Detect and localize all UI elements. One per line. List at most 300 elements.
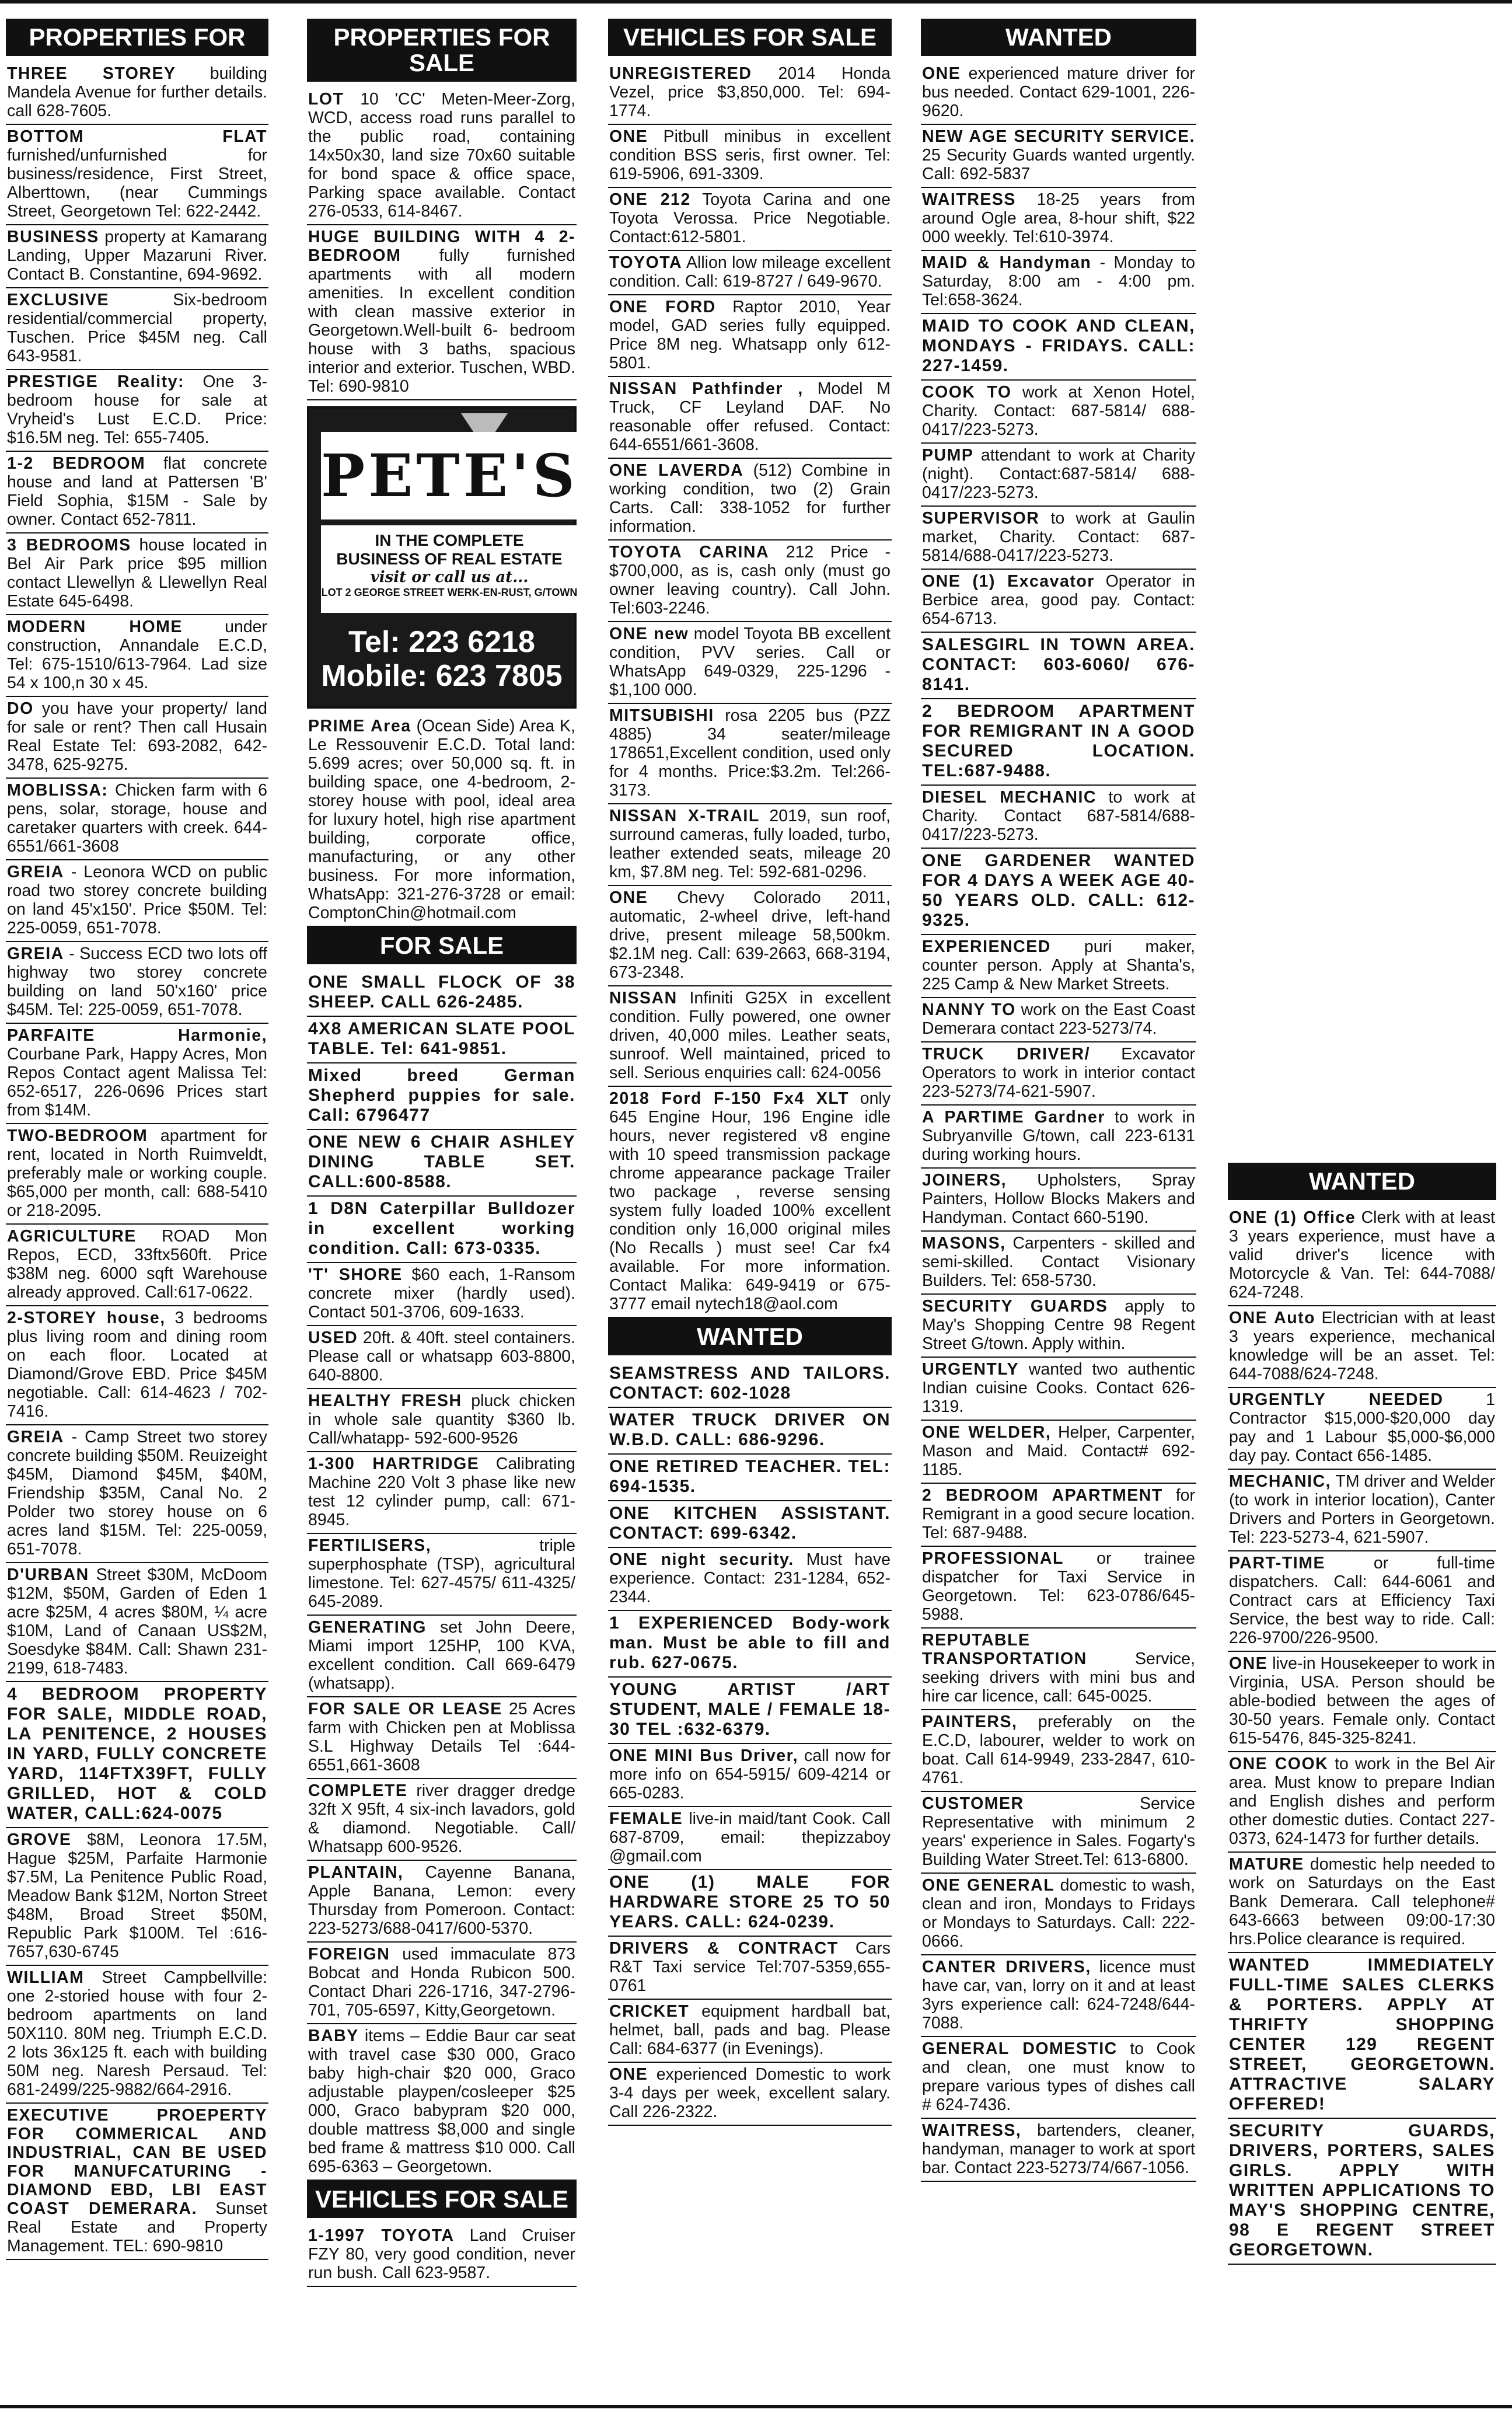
ad-lead: 2 BEDROOM APARTMENT	[922, 1486, 1163, 1505]
ad-text: furnished/unfurnished for business/residence, First Street, Alberttown, (near Cummings Street, Georgetown Tel: 622-2442.	[7, 146, 267, 221]
ad-lead: 2 BEDROOM APARTMENT FOR REMIGRANT IN A GOOD SECURED LOCATION. TEL:687-9488.	[922, 702, 1195, 780]
ad-lead: MODERN HOME	[7, 618, 183, 636]
ad-lead: PUMP	[922, 446, 974, 465]
classified-ad	[608, 188, 892, 251]
ad-text: Chicken farm with 6 pens, solar, storage, house and caretaker quarters with creek. 644-6551/661-3608	[7, 781, 267, 856]
logo-address: LOT 2 GEORGE STREET WERK-EN-RUST, G/TOWN	[321, 587, 578, 598]
ad-lead: ONE NEW 6 CHAIR ASHLEY DINING TABLE SET. CALL:600-8588.	[308, 1132, 575, 1191]
classified-ad	[6, 1306, 268, 1425]
ad-lead: HEALTHY FRESH	[308, 1392, 462, 1410]
ad-lead: 4X8 AMERICAN SLATE POOL TABLE. Tel: 641-9851.	[308, 1019, 575, 1058]
ad-text: or full-time dispatchers. Call: 644-6061 and Contract cars at Efficiency Taxi Service, the best way to ride. Call: 226-9700/226-9500.	[1229, 1554, 1495, 1647]
ad-lead: BOTTOM FLAT	[7, 127, 267, 146]
ad-lead: FOR SALE OR LEASE	[308, 1700, 502, 1718]
classified-ad	[608, 1870, 892, 1937]
ad-text: preferably on the E.C.D, labourer, welder to work on boat. Call 614-9949, 233-2847, 610-4761.	[922, 1713, 1195, 1787]
ad-text: apartment for rent, located in North Ruimveldt, preferably male or working couple. $65,000 per month, call: 688-5410 or 218-2095.	[7, 1127, 267, 1220]
ad-lead: CANTER DRIVERS,	[922, 1958, 1091, 1976]
ad-lead: EXECUTIVE PROEPERTY FOR COMMERICAL AND INDUSTRIAL, CAN BE USED FOR MANUFCATURING - DIAMOND EBD, LBI EAST COAST DEMERARA.	[7, 2106, 267, 2218]
ad-text: 2014 Honda Vezel, price $3,850,000. Tel: 694-1774.	[609, 64, 891, 120]
ad-lead: AGRICULTURE	[7, 1227, 137, 1246]
classified-ad	[608, 1807, 892, 1870]
ad-lead: ONE	[922, 64, 961, 83]
classified-ad	[307, 1616, 577, 1697]
ad-text: Calibrating Machine 220 Volt 3 phase like new test 12 cylinder pump, call: 671-8945.	[308, 1455, 575, 1529]
classified-ad	[307, 1263, 577, 1326]
classified-ad	[608, 1408, 892, 1455]
ad-lead: ONE COOK	[1229, 1755, 1329, 1773]
classified-ad	[921, 786, 1196, 849]
classified-ad	[608, 622, 892, 704]
ad-text: ROAD Mon Repos, ECD, 33ftx560ft. Price $38M neg. 6000 sqft Warehouse already approved. Call:617-0622.	[7, 1227, 267, 1302]
ad-lead: ONE MINI Bus Driver,	[609, 1746, 799, 1765]
ad-text: items – Eddie Baur car seat with travel case $30 000, Graco baby high-chair $20 000, Graco adjustable playpen/cosleeper $25 000, Graco babypram $20 000, double mattress $8,000 and single bed frame & mattress $10 000. Call 695-6363 – Georgetown.	[308, 2027, 575, 2176]
ad-lead: SEAMSTRESS AND TAILORS. CONTACT: 602-1028	[609, 1364, 891, 1403]
ad-text: domestic to wash, clean and iron, Mondays to Fridays or Mondays to Saturdays. Call: 222-0666.	[922, 1876, 1195, 1951]
classified-ad	[307, 225, 577, 400]
ad-lead: ONE RETIRED TEACHER. TEL: 694-1535.	[609, 1457, 891, 1496]
ad-text: property at Kamarang Landing, Upper Mazaruni River. Contact B. Constantine, 694-9692.	[7, 228, 267, 284]
ad-text: Cars R&T Taxi service Tel:707-5359,655-0761	[609, 1939, 891, 1995]
ad-lead: MITSUBISHI	[609, 706, 714, 725]
column-properties	[6, 19, 268, 2260]
ad-lead: COOK TO	[922, 383, 1012, 402]
classified-ad	[6, 452, 268, 533]
ad-lead: PART-TIME	[1229, 1554, 1325, 1572]
section-header: VEHICLES FOR SALE	[608, 19, 892, 56]
classified-ad	[6, 1425, 268, 1563]
classified-ad	[307, 1534, 577, 1616]
classified-ad	[307, 1389, 577, 1452]
classified-ad	[608, 1361, 892, 1408]
classified-ad	[921, 1358, 1196, 1421]
ad-lead: WAITRESS,	[922, 2121, 1022, 2140]
ad-text: Service Representative with minimum 2 years' experience in Sales. Fogarty's Building Water Street.Tel: 613-6800.	[922, 1794, 1195, 1869]
ad-lead: ONE	[609, 888, 648, 907]
classified-ad	[921, 188, 1196, 251]
ad-text: Chevy Colorado 2011, automatic, 2-wheel drive, left-hand drive, present mileage 58,500km. $2.1M neg. Call: 639-2663, 668-3194, 673-2348.	[609, 888, 891, 982]
ad-text: 25 Security Guards wanted urgently. Call: 692-5837	[922, 146, 1195, 183]
ad-lead: TWO-BEDROOM	[7, 1127, 148, 1145]
classified-ad	[1228, 1388, 1496, 1470]
classified-ad	[921, 2037, 1196, 2119]
classified-ad	[6, 779, 268, 860]
column-vehicles	[608, 19, 892, 2126]
petes-real-estate-logo	[307, 406, 577, 709]
ad-lead: LOT	[308, 90, 344, 109]
ad-lead: TOYOTA CARINA	[609, 543, 770, 562]
classified-ad	[608, 986, 892, 1087]
ad-text: under construction, Annandale E.C.D, Tel: 675-1510/613-7964. Lad size 54 x 100,n 30 x 45.	[7, 618, 267, 692]
ad-text: live-in Housekeeper to work in Virginia, USA. Person should be able-bodied between the ages of 30-50 years. Female only. Contact 615-5476, 845-325-8241.	[1229, 1654, 1495, 1748]
ad-text: for Remigrant in a good secure location. Tel: 687-9488.	[922, 1486, 1195, 1542]
ad-lead: HUGE BUILDING WITH 4 2- BEDROOM	[308, 228, 575, 265]
ad-lead: SECURITY GUARDS	[922, 1297, 1108, 1316]
classified-ad	[608, 377, 892, 459]
classified-ad	[921, 1792, 1196, 1874]
classified-ad	[307, 1943, 577, 2024]
ad-lead: ONE night security.	[609, 1550, 794, 1569]
classified-ad	[921, 507, 1196, 570]
ad-lead: COMPLETE	[308, 1781, 408, 1800]
ad-lead: WANTED IMMEDIATELY FULL-TIME SALES CLERKS & PORTERS. APPLY AT THRIFTY SHOPPING CENTER 129 REGENT STREET, GEORGETOWN. ATTRACTIVE SALARY OFFERED!	[1229, 1955, 1495, 2114]
ad-lead: FERTILISERS,	[308, 1536, 432, 1555]
ad-lead: GENERATING	[308, 1618, 427, 1637]
ad-lead: FOREIGN	[308, 1945, 390, 1964]
ad-lead: PLANTAIN,	[308, 1863, 404, 1882]
ad-lead: ONE LAVERDA	[609, 461, 744, 480]
classified-ad	[6, 533, 268, 615]
classified-ad	[1228, 1206, 1496, 1306]
section-header: PROPERTIES FOR SALE	[307, 19, 577, 82]
ad-lead: GROVE	[7, 1830, 72, 1849]
ad-lead: DRIVERS & CONTRACT	[609, 1939, 839, 1958]
ad-text: $8M, Leonora 17.5M, Hague $25M, Parfaite Harmonie $7.5M, La Penitence Public Road, Meadow Bank $12M, Norton Street $48M, Broad Street $50M, Republic Park $100M. Tel :616-7657,630-6745	[7, 1830, 267, 1961]
ad-text: domestic help needed to work on Saturdays on the East Bank Demerara. Call telephone# 643-6663 between 09:00-17:30 hrs.Police clearance is required.	[1229, 1855, 1495, 1948]
ad-lead: ONE (1) Office	[1229, 1208, 1356, 1227]
classified-ad	[608, 1087, 892, 1318]
ad-text: used immaculate 873 Bobcat and Honda Rubicon 500. Contact Dhari 226-1716, 347-2796-701, 705-6597, Kitty,Georgetown.	[308, 1945, 575, 2020]
classified-ad	[921, 251, 1196, 314]
ad-text: to Cook and clean, one must know to prepare various types of dishes call # 624-7436.	[922, 2039, 1195, 2114]
classified-ad	[6, 1225, 268, 1306]
classified-ad	[1228, 2119, 1496, 2265]
classified-ad	[608, 295, 892, 377]
ad-lead: 4 BEDROOM PROPERTY FOR SALE, MIDDLE ROAD, LA PENITENCE, 2 HOUSES IN YARD, FULLY CONCRETE YARD, 114FTX39FT, FULLY GRILLED, HOT & COLD WATER, CALL:624-0075	[7, 1685, 267, 1823]
ad-text: Land Cruiser FZY 80, very good condition, never run bush. Call 623-9587.	[308, 2226, 575, 2282]
logo-panel	[321, 525, 578, 613]
ad-text: pluck chicken in whole sale quantity $360 lb. Call/whatapp- 592-600-9526	[308, 1392, 575, 1448]
classified-ad	[921, 381, 1196, 444]
ad-text: only 645 Engine Hour, 196 Engine idle hours, never registered v8 engine with 10 speed transmission package chrome appearance package Trailer two package , reverse sensing system fully loaded 100% excellent condition only 16,000 original miles (No Recalls ) must see! Car fx4 available. For more information. Contact Malika: 649-9419 or 675-3777 email nytech18@aol.com	[609, 1089, 891, 1313]
ad-text: 10 'CC' Meten-Meer-Zorg, WCD, access road runs parallel to the public road, containing 14x50x30, land size 70x60 suitable for bond space & office space, Parking space available. Contact 276-0533, 614-8467.	[308, 90, 575, 221]
section-header: VEHICLES FOR SALE	[307, 2181, 577, 2218]
ad-text: Street $30M, McDoom $12M, $50M, Garden of Eden 1 acre $25M, 4 acres $80M, ¼ acre $10M, Land of Canaan US$2M, Soesdyke $84M. Call: Shawn 231-2199, 618-7483.	[7, 1565, 267, 1678]
classified-ad	[307, 1197, 577, 1263]
ad-lead: PAINTERS,	[922, 1713, 1018, 1731]
ad-lead: ONE (1) MALE FOR HARDWARE STORE 25 TO 50 YEARS. CALL: 624-0239.	[609, 1872, 891, 1931]
ad-text: set John Deere, Miami import 125HP, 100 KVA, excellent condition. Call 669-6479 (whatsapp).	[308, 1618, 575, 1693]
ad-text: 212 Price - $700,000, as is, cash only (must go owner leaving country). Call John. Tel:603-2246.	[609, 543, 891, 618]
logo-mark: PETE'S	[321, 432, 578, 519]
ad-text: Carpenters - skilled and semi-skilled. Contact Visionary Builders. Tel: 658-5730.	[922, 1234, 1195, 1290]
ad-lead: URGENTLY	[922, 1360, 1019, 1379]
ad-lead: MASONS,	[922, 1234, 1006, 1253]
classified-ad	[307, 1326, 577, 1389]
ad-lead: FEMALE	[609, 1809, 683, 1828]
ad-lead: MAID & Handyman	[922, 253, 1092, 272]
classified-ad	[6, 1563, 268, 1682]
ad-text: equipment hardball bat, helmet, ball, pads and bag. Please Call: 684-6377 (in Evenings).	[609, 2002, 891, 2058]
ad-text: triple superphosphate (TSP), agricultural limestone. Tel: 627-4575/ 611-4325/ 645-2089.	[308, 1536, 575, 1611]
ad-lead: WILLIAM	[7, 1968, 85, 1987]
classified-ad	[921, 1042, 1196, 1106]
ad-lead: NISSAN	[609, 989, 678, 1007]
classified-ad	[608, 2063, 892, 2126]
ad-text: Cayenne Banana, Apple Banana, Lemon: every Thursday from Pomeroon. Contact: 223-5273/688-0417/600-5370.	[308, 1863, 575, 1938]
logo-mobile: Mobile: 623 7805	[321, 659, 563, 693]
ad-text: - Monday to Saturday, 8:00 am - 4:00 pm. Tel:658-3624.	[922, 253, 1196, 309]
ad-text: to work at Gaulin market, Charity. Contact: 687-5814/688-0417/223-5273.	[922, 509, 1195, 565]
ad-lead: Mixed breed German Shepherd puppies for sale. Call: 6796477	[308, 1066, 575, 1125]
classified-ad	[6, 1828, 268, 1966]
ad-text: work at Xenon Hotel, Charity. Contact: 687-5814/ 688-0417/223-5273.	[922, 383, 1196, 439]
ad-lead: NEW AGE SECURITY SERVICE.	[922, 127, 1195, 146]
ad-lead: ONE (1) Excavator	[922, 572, 1095, 591]
ad-lead: ONE 212	[609, 190, 691, 209]
ad-text: Upholsters, Spray Painters, Hollow Blocks Makers and Handyman. Contact 660-5190.	[922, 1171, 1195, 1227]
column-properties-for-sale	[307, 19, 577, 2287]
ad-text: wanted two authentic Indian cuisine Cooks. Contact 626-1319.	[922, 1360, 1195, 1416]
ad-text: - Camp Street two storey concrete building $50M. Reuizeight $45M, Diamond $45M, $40M, Friendship $35M, Canal No. 2 Polder two storey house on 6 acres land $15M. Tel: 225-0059, 651-7078.	[7, 1428, 267, 1558]
ad-lead: SALESGIRL IN TOWN AREA. CONTACT: 603-6060/ 676-8141.	[922, 635, 1195, 694]
ad-text: call now for more info on 654-5915/ 609-4214 or 665-0283.	[609, 1746, 891, 1802]
ad-lead: PROFESSIONAL	[922, 1549, 1064, 1568]
ad-text: 25 Acres farm with Chicken pen at Moblissa S.L Highway Details Tel :644-6551,661-3608	[308, 1700, 575, 1774]
classified-ad	[1228, 1752, 1496, 1853]
classified-ad	[921, 314, 1196, 381]
ad-lead: ONE	[1229, 1654, 1268, 1673]
ad-text: experienced Domestic to work 3-4 days per week, excellent salary. Call 226-2322.	[609, 2065, 891, 2121]
classified-ad	[6, 615, 268, 697]
ad-lead: CRICKET	[609, 2002, 690, 2021]
ad-lead: ONE KITCHEN ASSISTANT. CONTACT: 699-6342.	[609, 1504, 891, 1543]
ad-lead: DIESEL MECHANIC	[922, 788, 1097, 807]
ad-text: Model M Truck, CF Leyland DAF. No reasonable offer refused. Contact: 644-6551/661-3608.	[609, 379, 891, 454]
ad-text: attendant to work at Charity (night). Contact:687-5814/ 688-0417/223-5273.	[922, 446, 1195, 502]
classified-ad	[921, 570, 1196, 633]
ad-lead: THREE STOREY	[7, 64, 176, 83]
ad-lead: A PARTIME Gardner	[922, 1108, 1105, 1127]
ad-lead: USED	[308, 1328, 358, 1347]
classified-ad	[921, 1421, 1196, 1484]
ad-lead: 'T' SHORE	[308, 1265, 403, 1284]
ad-lead: UNREGISTERED	[609, 64, 752, 83]
classified-ad	[6, 942, 268, 1024]
classified-ad	[1228, 1306, 1496, 1388]
classified-ad	[1228, 1853, 1496, 1953]
classified-ad	[307, 2024, 577, 2181]
ad-text: - Leonora WCD on public road two storey concrete building on land 45'x150'. Price $50M. Tel: 225-0059, 651-7078.	[7, 863, 267, 937]
classified-ad	[608, 459, 892, 541]
classified-ad	[921, 998, 1196, 1042]
classified-ad	[921, 1295, 1196, 1358]
ad-text: to work in Subryanville G/town, call 223-6131 during working hours.	[922, 1108, 1195, 1164]
ad-lead: BUSINESS	[7, 228, 99, 246]
classified-ad	[921, 444, 1196, 507]
ad-text: Operator in Berbice area, good pay. Contact: 654-6713.	[922, 572, 1195, 628]
ad-lead: ONE Auto	[1229, 1309, 1316, 1327]
ad-text: $60 each, 1-Ransom concrete mixer (hardly used). Contact 501-3706, 609-1633.	[308, 1265, 576, 1321]
ad-lead: ONE WELDER,	[922, 1423, 1052, 1442]
ad-text: TM driver and Welder (to work in interior location), Canter Drivers and Porters in Georgetown. Tel: 223-5273-4, 621-5907.	[1229, 1472, 1495, 1547]
ad-text: house located in Bel Air Park price $95 million contact Llewellyn & Llewellyn Real Estate 645-6498.	[7, 536, 267, 611]
ad-lead: MECHANIC,	[1229, 1472, 1331, 1491]
ad-text: Courbane Park, Happy Acres, Mon Repos Contact agent Malissa Tel: 652-6517, 226-0696 Prices start from $14M.	[7, 1045, 267, 1120]
ad-lead: NISSAN X-TRAIL	[609, 807, 760, 825]
classified-ad	[921, 633, 1196, 699]
top-rule	[0, 0, 1512, 4]
ad-text: rosa 2205 bus (PZZ 4885) 34 seater/mileage 178651,Excellent condition, used only for 4 months. Price:$3.2m. Tel:266-3173.	[609, 706, 891, 800]
classified-ad	[921, 125, 1196, 188]
ad-lead: 3 BEDROOMS	[7, 536, 131, 555]
ad-lead: CUSTOMER	[922, 1794, 1024, 1813]
column-wanted	[921, 19, 1196, 2182]
classified-ad	[307, 2224, 577, 2287]
ad-text: (512) Combine in working condition, two (2) Grain Carts. Call: 338-1052 for further information.	[609, 461, 891, 536]
ad-text: Sunset Real Estate and Property Management. TEL: 690-9810	[7, 2199, 267, 2255]
ad-text: Raptor 2010, Year model, GAD series fully equipped. Price 8M neg. Whatsapp only 612-5801.	[609, 298, 891, 372]
section-header: WANTED	[608, 1318, 892, 1355]
ad-text: One 3-bedroom house for sale at Vryheid's Lust E.C.D. Price: $16.5M neg. Tel: 655-7405.	[7, 372, 268, 447]
ad-text: Six-bedroom residential/commercial property, Tuschen. Price $45M neg. Call 643-9581.	[7, 291, 267, 365]
ad-text: Helper, Carpenter, Mason and Maid. Contact# 692-1185.	[922, 1423, 1196, 1479]
classified-ad	[608, 2000, 892, 2063]
classified-ad	[608, 1611, 892, 1678]
classified-ad	[921, 849, 1196, 935]
ad-lead: ONE new	[609, 625, 689, 643]
logo-line: IN THE COMPLETE	[375, 531, 524, 549]
ad-lead: PRESTIGE Reality:	[7, 372, 184, 391]
ad-lead: TRUCK DRIVER/	[922, 1045, 1091, 1063]
classified-ad	[307, 1779, 577, 1861]
bottom-rule	[0, 2405, 1512, 2408]
ad-text: or trainee dispatcher for Taxi Service in Georgetown. Tel: 623-0786/645-5988.	[922, 1549, 1195, 1624]
ad-lead: PARFAITE Harmonie,	[7, 1026, 267, 1045]
classified-ad	[608, 251, 892, 295]
classified-ad	[307, 1130, 577, 1197]
classified-ad	[608, 804, 892, 886]
ad-lead: 1 D8N Caterpillar Bulldozer in excellent working condition. Call: 673-0335.	[308, 1199, 575, 1258]
classified-ad	[307, 1697, 577, 1779]
ad-text: 2019, sun roof, surround cameras, fully loaded, turbo, leather extended seats, mileage 20 km, $7.8M neg. Tel: 592-681-0296.	[609, 807, 891, 881]
ad-lead: 1-2 BEDROOM	[7, 454, 146, 473]
classified-ad	[608, 1744, 892, 1807]
classified-ad	[921, 935, 1196, 998]
ad-lead: 1 EXPERIENCED Body-work man. Must be able to fill and rub. 627-0675.	[609, 1613, 891, 1672]
logo-line: BUSINESS OF REAL ESTATE	[336, 550, 563, 568]
ad-lead: GREIA	[7, 944, 64, 963]
ad-lead: DO	[7, 699, 34, 718]
classified-ad	[608, 541, 892, 622]
ad-lead: 2018 Ford F-150 Fx4 XLT	[609, 1089, 850, 1108]
ad-text: 3 bedrooms plus living room and dining room on each floor. Located at Diamond/Grove EBD. Price $45M negotiable. Call: 614-4623 / 702-7416.	[7, 1309, 267, 1421]
section-header: PROPERTIES FOR	[6, 19, 268, 56]
ad-lead: D'URBAN	[7, 1565, 89, 1584]
ad-text: river dragger dredge 32ft X 95ft, 4 six-inch lavadors, gold & diamond. Negotiable. Call/ Whatsapp 600-9526.	[308, 1781, 575, 1856]
ad-lead: URGENTLY NEEDED	[1229, 1390, 1444, 1409]
classified-ad	[6, 2104, 268, 2260]
ad-text: 20ft. & 40ft. steel containers. Please call or whatsapp 603-8800, 640-8800.	[308, 1328, 575, 1385]
ad-lead: BABY	[308, 2027, 359, 2045]
ad-text: to work in the Bel Air area. Must know to prepare Indian and English dishes and perform other domestic duties. Contact 227-0373, 624-1473 for further details.	[1229, 1755, 1495, 1848]
classified-ad	[921, 1710, 1196, 1792]
ad-text: experienced mature driver for bus needed. Contact 629-1001, 226-9620.	[922, 64, 1195, 120]
ad-text: Electrician with at least 3 years experience, mechanical knowledge will be an asset. Tel: 644-7088/624-7248.	[1229, 1309, 1496, 1383]
classified-ad	[6, 1966, 268, 2104]
ad-lead: NANNY TO	[922, 1000, 1016, 1019]
ad-text: flat concrete house and land at Pattersen 'B' Field Sophia, $15M - Sale by owner. Contact 652-7811.	[7, 454, 267, 529]
classified-ad	[608, 1548, 892, 1611]
classified-ad	[921, 1547, 1196, 1629]
classified-ad	[921, 62, 1196, 125]
classified-ad	[608, 1678, 892, 1744]
ad-lead: PRIME Area	[308, 717, 411, 735]
classified-ad	[608, 1455, 892, 1501]
logo-line: visit or call us at...	[370, 569, 529, 586]
ad-lead: ONE FORD	[609, 298, 716, 316]
classified-ad	[6, 860, 268, 942]
ad-lead: TOYOTA	[609, 253, 683, 272]
ad-lead: 1-300 HARTRIDGE	[308, 1455, 480, 1473]
section-header: WANTED	[1228, 1163, 1496, 1200]
classified-ad	[921, 1955, 1196, 2037]
classified-ad	[6, 62, 268, 125]
ad-text: licence must have car, van, lorry on it and at least 3yrs experience call: 624-7248/644-7088.	[922, 1958, 1195, 2032]
classified-ad	[608, 62, 892, 125]
classified-ad	[307, 714, 577, 927]
classified-ad	[307, 88, 577, 225]
ad-lead: WAITRESS	[922, 190, 1016, 209]
ad-text: - Success ECD two lots off highway two storey concrete building on land 50'x160' price $45M. Tel: 225-0059, 651-7078.	[7, 944, 267, 1019]
ad-lead: MAID TO COOK AND CLEAN, MONDAYS - FRIDAYS. CALL: 227-1459.	[922, 316, 1195, 375]
ad-lead: EXPERIENCED	[922, 937, 1051, 956]
classified-ad	[307, 1017, 577, 1063]
classified-ad	[1228, 1652, 1496, 1752]
classified-ad	[608, 886, 892, 986]
ad-lead: ONE SMALL FLOCK OF 38 SHEEP. CALL 626-2485.	[308, 972, 575, 1012]
ad-text: Allion low mileage excellent condition. Call: 619-8727 / 649-9670.	[609, 253, 891, 291]
ad-lead: GREIA	[7, 863, 64, 881]
classified-ad	[307, 970, 577, 1017]
ad-lead: ONE	[609, 2065, 648, 2084]
ad-lead: MOBLISSA:	[7, 781, 109, 800]
classified-ad	[1228, 1470, 1496, 1551]
ad-text: Clerk with at least 3 years experience, must have a valid driver's licence with Motorcycle & Van. Tel: 644-7088/ 624-7248.	[1229, 1208, 1495, 1302]
section-header: FOR SALE	[307, 927, 577, 964]
ad-lead: SECURITY GUARDS, DRIVERS, PORTERS, SALES GIRLS. APPLY WITH WRITTEN APPLICATIONS TO MAY'S SHOPPING CENTRE, 98 E REGENT STREET GEORGETOWN.	[1229, 2121, 1495, 2259]
ad-text: Service, seeking drivers with mini bus and hire car licence, call: 645-0025.	[922, 1650, 1195, 1706]
classified-ad	[6, 370, 268, 452]
classified-ad	[1228, 1551, 1496, 1652]
ad-lead: MATURE	[1229, 1855, 1304, 1874]
classified-ad	[1228, 1953, 1496, 2119]
classified-ad	[921, 2119, 1196, 2182]
ad-lead: ONE	[609, 127, 648, 146]
ad-text: Toyota Carina and one Toyota Verossa. Price Negotiable. Contact:612-5801.	[609, 190, 891, 246]
classified-ad	[6, 288, 268, 370]
ad-text: Infiniti G25X in excellent condition. Fully powered, one owner driven, 40,000 miles. Leather seats, sunroof. Well maintained, priced to sell. Serious enquiries call: 624-0056	[609, 989, 891, 1082]
ad-lead: 1-1997 TOYOTA	[308, 2226, 455, 2245]
ad-text: model Toyota BB excellent condition, PVV series. Call or WhatsApp 649-0329, 225-1296 - $1,100 000.	[609, 625, 891, 699]
section-header: WANTED	[921, 19, 1196, 56]
classified-ad	[608, 1937, 892, 2000]
classified-ad	[921, 1106, 1196, 1169]
ad-text: Must have experience. Contact: 231-1284, 652-2344.	[609, 1550, 891, 1606]
classified-ad	[921, 1169, 1196, 1232]
classified-ad	[921, 1484, 1196, 1547]
ad-text: live-in maid/tant Cook. Call 687-8709, email: thepizzaboy @gmail.com	[609, 1809, 891, 1865]
ad-text: 18-25 years from around Ogle area, 8-hour shift, $22 000 weekly. Tel:610-3974.	[922, 190, 1195, 246]
ad-lead: JOINERS,	[922, 1171, 1007, 1190]
ad-text: to work at Charity. Contact 687-5814/688-0417/223-5273.	[922, 788, 1195, 844]
ad-text: puri maker, counter person. Apply at Shanta's, 225 Camp & New Market Streets.	[922, 937, 1195, 993]
ad-text: Excavator Operators to work in interior contact 223-5273/74-621-5907.	[922, 1045, 1195, 1101]
ad-lead: GREIA	[7, 1428, 64, 1446]
ad-text: building Mandela Avenue for further details. call 628-7605.	[7, 64, 268, 120]
classified-ad	[6, 125, 268, 225]
ad-lead: NISSAN Pathfinder ,	[609, 379, 804, 398]
